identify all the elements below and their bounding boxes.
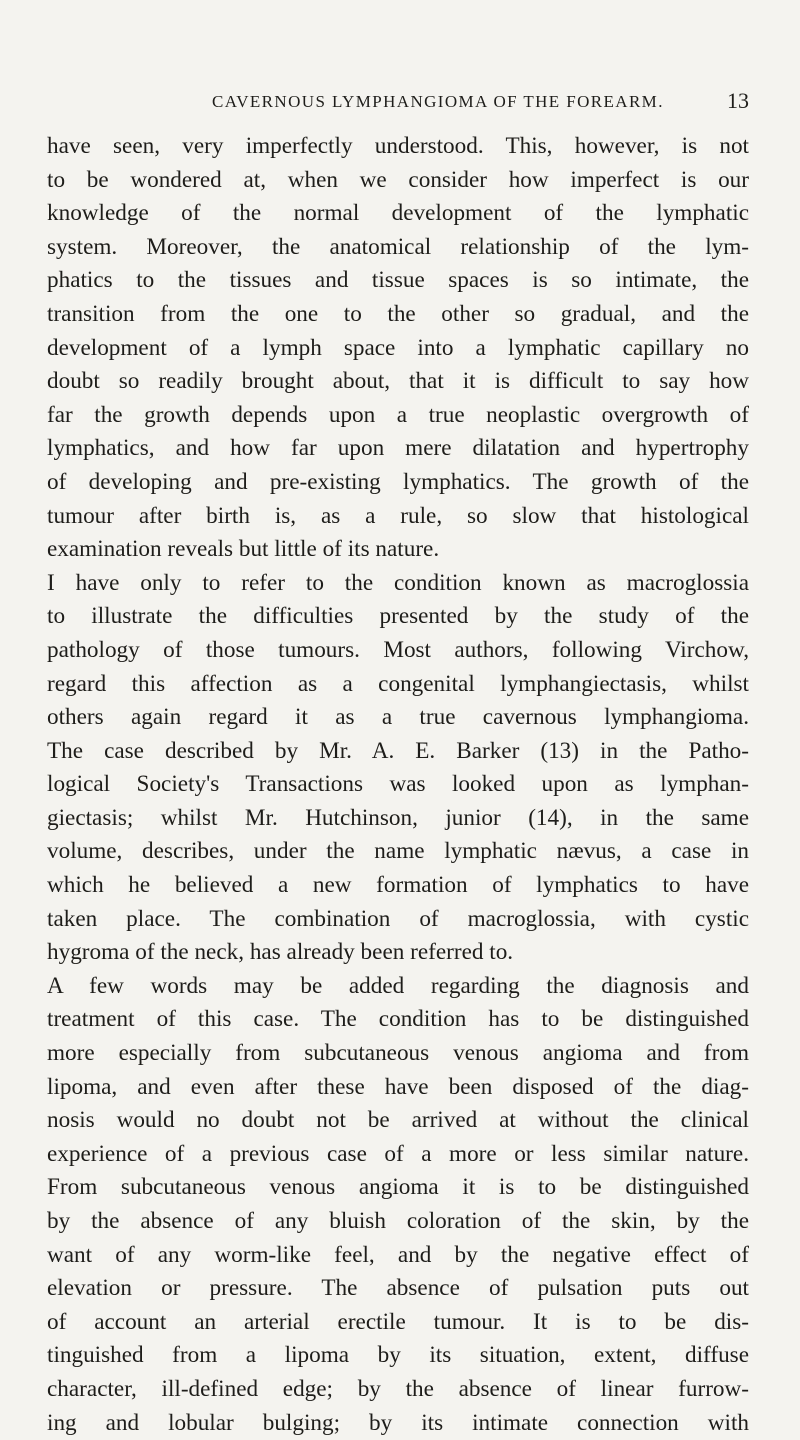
text-line: treatment of this case. The condition has to be distinguished (47, 1006, 749, 1033)
text-line: ing and lobular bulging; by its intimate connection with (47, 1409, 749, 1436)
paragraph-end-line: examination reveals but little of its nature. (47, 536, 440, 563)
text-line: to illustrate the difficulties presented by the study of the (47, 603, 749, 630)
text-line: to be wondered at, when we consider how imperfect is our (47, 166, 749, 193)
paragraph-end-line: hygroma of the neck, has already been referred to. (47, 939, 514, 966)
text-line: The case described by Mr. A. E. Barker (13) in the Patho- (47, 737, 749, 764)
text-line: phatics to the tissues and tissue spaces is so intimate, the (47, 267, 749, 294)
text-line: I have only to refer to the condition known as macroglossia (47, 569, 749, 596)
text-line: want of any worm-like feel, and by the negative effect of (47, 1241, 749, 1268)
text-line: knowledge of the normal development of the lymphatic (47, 200, 749, 227)
text-line: giectasis; whilst Mr. Hutchinson, junior (14), in the same (47, 804, 749, 831)
text-line: far the growth depends upon a true neoplastic overgrowth of (47, 401, 749, 428)
text-line: lymphatics, and how far upon mere dilatation and hypertrophy (47, 435, 749, 462)
page-number: 13 (727, 88, 749, 113)
text-line: doubt so readily brought about, that it is difficult to say how (47, 368, 749, 395)
text-line: character, ill-defined edge; by the absence of linear furrow- (47, 1375, 749, 1402)
text-line: lipoma, and even after these have been disposed of the diag- (47, 1073, 749, 1100)
text-line: taken place. The combination of macroglossia, with cystic (47, 905, 749, 932)
text-line: volume, describes, under the name lymphatic nævus, a case in (47, 838, 749, 865)
text-line: of developing and pre-existing lymphatics. The growth of the (47, 468, 749, 495)
text-line: have seen, very imperfectly understood. This, however, is not (47, 133, 749, 159)
text-line: logical Society's Transactions was looked upon as lymphan- (47, 771, 749, 798)
text-line: more especially from subcutaneous venous angioma and from (47, 1040, 749, 1067)
text-line: nosis would no doubt not be arrived at without the clinical (47, 1107, 749, 1134)
text-line: experience of a previous case of a more or less similar nature. (47, 1140, 749, 1167)
text-line: regard this affection as a congenital lymphangiectasis, whilst (47, 670, 749, 697)
text-line: by the absence of any bluish coloration of the skin, by the (47, 1208, 749, 1234)
text-line: tumour after birth is, as a rule, so slow that histological (47, 502, 749, 529)
text-line: development of a lymph space into a lymphatic capillary no (47, 334, 749, 361)
text-line: others again regard it as a true cavernous lymphangioma. (47, 704, 749, 731)
text-line: tinguished from a lipoma by its situation, extent, diffuse (47, 1342, 749, 1369)
text-line: pathology of those tumours. Most authors, following Virchow, (47, 636, 749, 663)
running-title: CAVERNOUS LYMPHANGIOMA OF THE FOREARM. (212, 92, 664, 111)
text-line: which he believed a new formation of lymphatics to have (47, 872, 749, 899)
text-line: system. Moreover, the anatomical relationship of the lym- (47, 233, 749, 260)
text-line: elevation or pressure. The absence of pulsation puts out (47, 1275, 749, 1302)
text-line: of account an arterial erectile tumour. It is to be dis- (47, 1308, 749, 1335)
text-line: From subcutaneous venous angioma it is to be distinguished (47, 1174, 749, 1201)
body-text (47, 130, 749, 1440)
text-line: A few words may be added regarding the diagnosis and (47, 972, 749, 999)
text-line: transition from the one to the other so gradual, and the (47, 300, 749, 327)
